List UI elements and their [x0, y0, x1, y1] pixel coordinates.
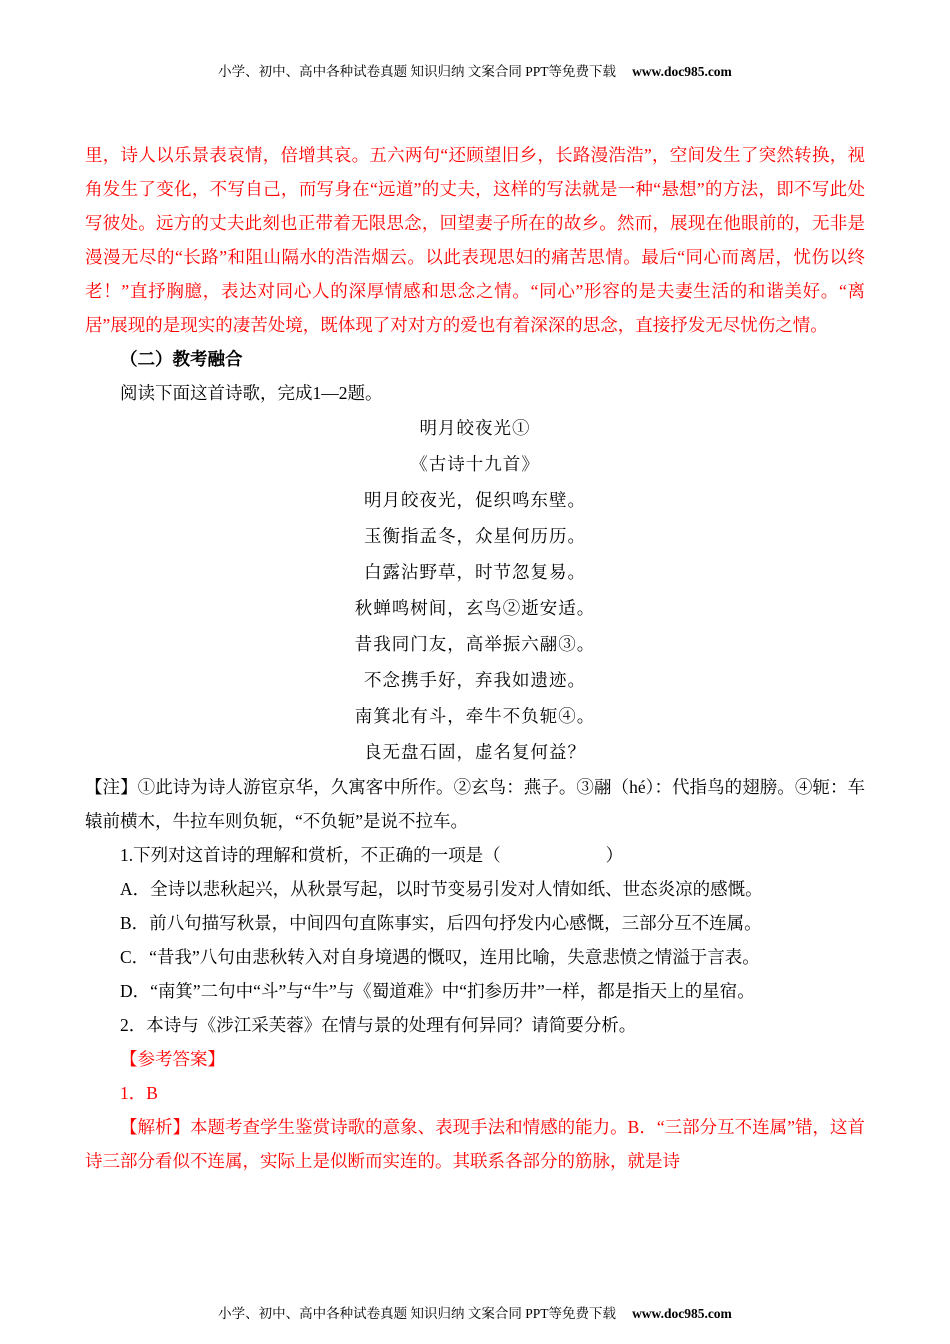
reading-instruction: 阅读下面这首诗歌，完成1—2题。 [120, 383, 383, 403]
page-header [85, 62, 865, 82]
question-1-option-a: A．全诗以悲秋起兴，从秋景写起，以时节变易引发对人情如纸、世态炎凉的感慨。 [120, 879, 763, 899]
poem-title: 明月皎夜光① [419, 418, 531, 438]
poem-line: 秋蝉鸣树间，玄鸟②逝安适。 [354, 598, 596, 618]
poem-line: 不念携手好，弃我如遗迹。 [364, 670, 586, 690]
question-1-option-c: C．“昔我”八句由悲秋转入对自身境遇的慨叹，连用比喻，失意悲愤之情溢于言表。 [120, 947, 760, 967]
answer-1: 1．B [120, 1083, 158, 1103]
poem-note: 【注】①此诗为诗人游宦京华，久寓客中所作。②玄鸟：燕子。③翮（hé）：代指鸟的翅膀。④轭：车辕前横木，牛拉车则负轭，“不负轭”是说不拉车。 [85, 777, 865, 831]
poem-line: 白露沾野草，时节忽复易。 [364, 562, 586, 582]
question-2: 2．本诗与《涉江采芙蓉》在情与景的处理有何异同？请简要分析。 [120, 1015, 637, 1035]
poem-source: 《古诗十九首》 [410, 454, 540, 474]
analysis-paragraph: 里，诗人以乐景表哀情，倍增其哀。五六两句“还顾望旧乡，长路漫浩浩”，空间发生了突然转换，视角发生了变化，不写自己，而写身在“远道”的丈夫，这样的写法就是一种“悬想”的方法，即不写此处写彼处。远方的丈夫此刻也正带着无限思念，回望妻子所在的故乡。然而，展现在他眼前的，无非是漫漫无尽的“长路”和阻山隔水的浩浩烟云。以此表现思妇的痛苦思情。最后“同心而离居，忧伤以终老！”直抒胸臆，表达对同心人的深厚情感和思念之情。“同心”形容的是夫妻生活的和谐美好。“离居”展现的是现实的凄苦处境，既体现了对对方的爱也有着深深的思念，直接抒发无尽忧伤之情。 [85, 145, 865, 335]
page-footer [0, 1304, 950, 1324]
document-content [85, 138, 865, 1178]
footer-text: 小学、初中、高中各种试卷真题 知识归纳 文案合同 PPT等免费下载 [218, 1306, 617, 1321]
header-url[interactable]: www.doc985.com [632, 64, 732, 79]
poem-line: 玉衡指孟冬，众星何历历。 [364, 526, 586, 546]
poem-line: 良无盘石固，虚名复何益？ [364, 742, 586, 762]
answer-key-label: 【参考答案】 [120, 1049, 225, 1069]
poem-block [85, 410, 865, 770]
poem-line: 南箕北有斗，牵牛不负轭④。 [354, 706, 596, 726]
question-1-stem: 1.下列对这首诗的理解和赏析，不正确的一项是（ ） [120, 845, 624, 865]
footer-url[interactable]: www.doc985.com [632, 1306, 732, 1321]
poem-line: 昔我同门友，高举振六翮③。 [354, 634, 596, 654]
answer-analysis: 【解析】本题考查学生鉴赏诗歌的意象、表现手法和情感的能力。B．“三部分互不连属”错，这首诗三部分看似不连属，实际上是似断而实连的。其联系各部分的筋脉，就是诗 [85, 1117, 865, 1171]
poem-line: 明月皎夜光，促织鸣东壁。 [364, 490, 586, 510]
question-1-option-d: D．“南箕”二句中“斗”与“牛”与《蜀道难》中“扪参历井”一样，都是指天上的星宿。 [120, 981, 755, 1001]
header-text: 小学、初中、高中各种试卷真题 知识归纳 文案合同 PPT等免费下载 [218, 64, 617, 79]
section-heading: （二）教考融合 [120, 349, 243, 369]
question-1-option-b: B．前八句描写秋景，中间四句直陈事实，后四句抒发内心感慨，三部分互不连属。 [120, 913, 762, 933]
